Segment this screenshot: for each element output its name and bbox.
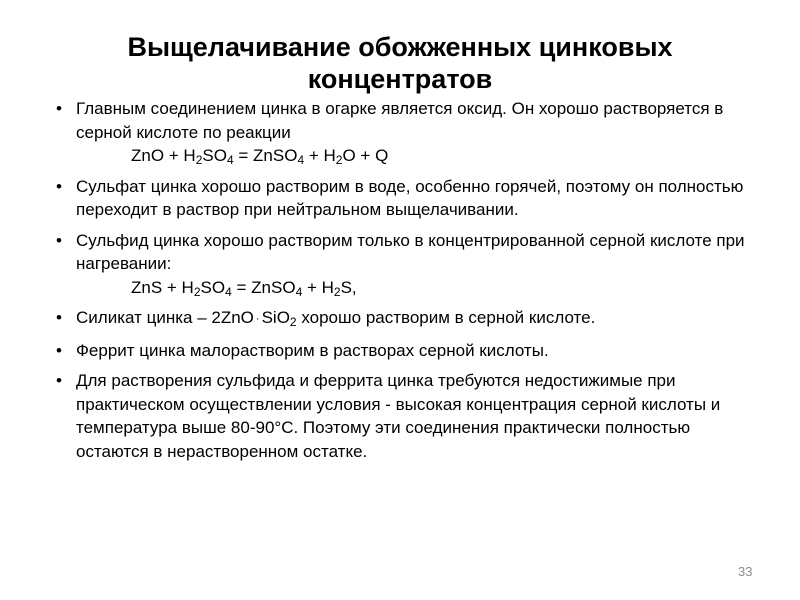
bullet-marker: • (56, 371, 62, 390)
bullet-text: Сульфат цинка хорошо растворим в воде, особенно горячей, поэтому он полностью переходит в раствор при нейтральном выщелачивании. (76, 176, 744, 219)
bullet-marker: • (56, 340, 62, 360)
bullet-item-zinc-silicate (56, 306, 746, 332)
slide-number: 33 (738, 564, 753, 579)
bullet-item-dissolution-conditions (56, 369, 746, 463)
bullet-text: Главным соединением цинка в огарке является оксид. Он хорошо растворяется в серной кислоте по реакции (76, 99, 724, 142)
bullet-item-zinc-sulfide (56, 229, 746, 276)
bullet-item-zinc-sulfate (56, 175, 746, 222)
bullet-item-zinc-ferrite (56, 339, 746, 363)
slide-title-line-1: Выщелачивание обожженных цинковых (127, 32, 673, 62)
bullet-marker: • (56, 176, 62, 196)
bullet-text: Для растворения сульфида и феррита цинка требуются недостижимые при практическом осуществлении условия - высокая концентрация серной кислоты и температура выше 80-90°С. Поэтому эти соединения практически полностью остаются в нерастворенном остатке. (76, 371, 721, 461)
bullet-text: Сульфид цинка хорошо растворим только в концентрированной серной кислоте при нагревании: (76, 230, 745, 273)
slide-title-line-2: концентратов (307, 64, 493, 94)
bullet-marker: • (56, 99, 62, 118)
bullet-list (56, 97, 746, 463)
slide-title (40, 31, 760, 95)
formula-zno-reaction: ZnO + $H_2SO_4$ = ZnSO$_4$ + $H_2O + Q$ (131, 146, 389, 167)
bullet-marker: • (56, 230, 62, 250)
bullet-item-zinc-oxide (56, 97, 746, 144)
formula-zns-reaction: ZnS + $H_2SO_4$ = ZnSO$_4$ + $H_2S$, (131, 277, 357, 299)
bullet-text: Феррит цинка малорастворим в растворах серной кислоты. (76, 340, 549, 360)
bullet-text: Силикат цинка – 2ZnO · SiO$_2$ хорошо растворим в серной кислоте. (76, 308, 596, 329)
bullet-marker: • (56, 308, 62, 327)
